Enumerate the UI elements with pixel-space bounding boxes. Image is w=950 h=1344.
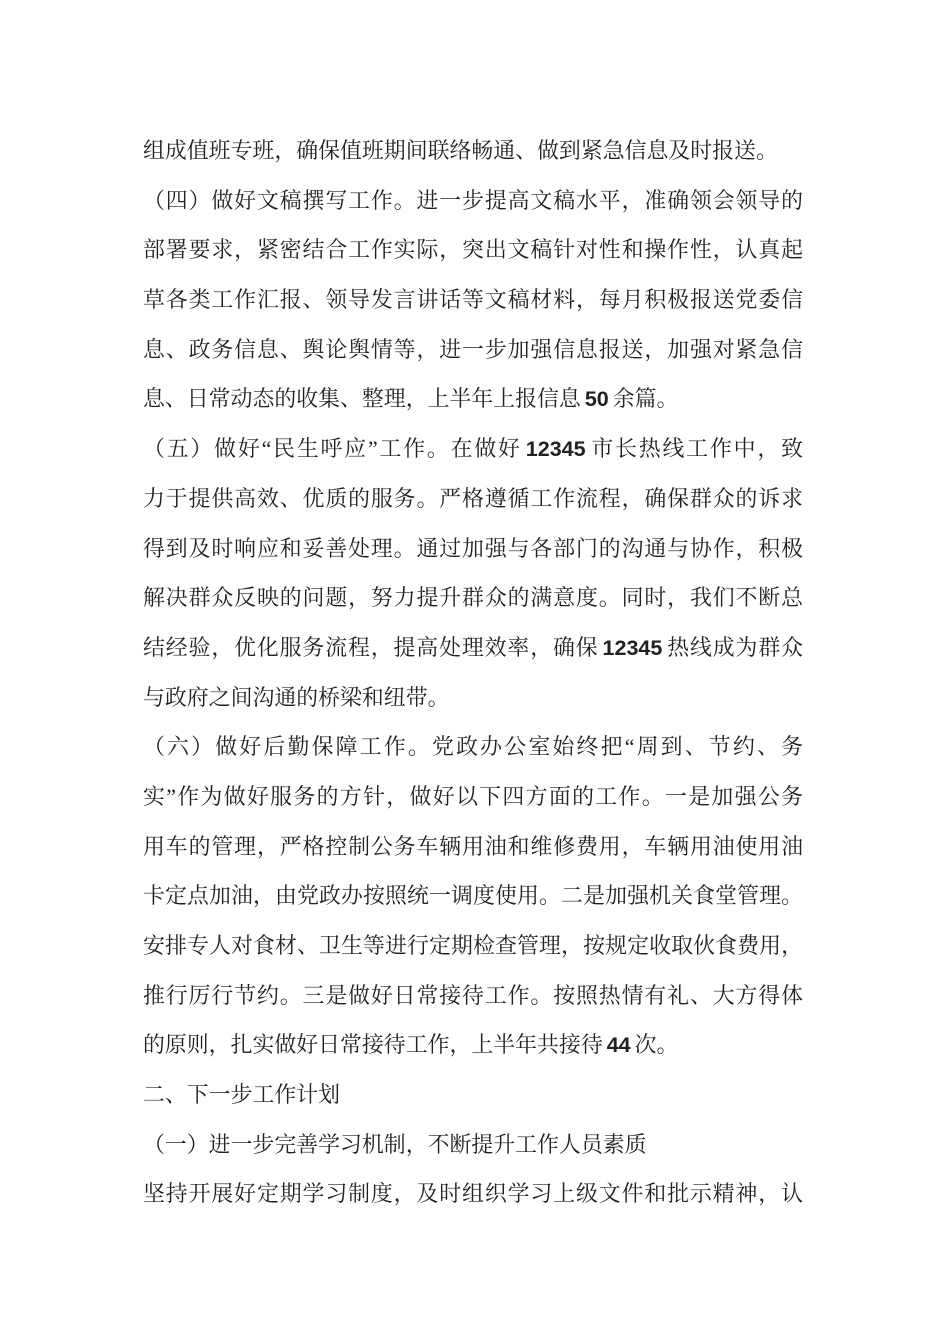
text-run: 热线成为群众 bbox=[666, 634, 803, 660]
text-line bbox=[143, 871, 803, 921]
text-run: 安排专人对食材、卫生等进行定期检查管理，按规定收取伙食费用， bbox=[143, 933, 803, 958]
text-line bbox=[143, 126, 803, 176]
text-line bbox=[143, 325, 803, 375]
numeral: 12345 bbox=[525, 437, 586, 462]
text-line bbox=[143, 374, 803, 424]
text-line bbox=[143, 474, 803, 524]
text-line bbox=[143, 623, 803, 673]
text-line bbox=[143, 921, 803, 971]
text-run: 部署要求，紧密结合工作实际，突出文稿针对性和操作性，认真起 bbox=[143, 237, 803, 263]
text-run: 与政府之间沟通的桥梁和纽带。 bbox=[143, 684, 450, 710]
document-body bbox=[143, 126, 803, 1219]
text-run: 组成值班专班，确保值班期间联络畅通、做到紧急信息及时报送。 bbox=[143, 138, 778, 163]
text-line bbox=[143, 524, 803, 574]
text-run: 力于提供高效、优质的服务。严格遵循工作流程，确保群众的诉求 bbox=[143, 485, 803, 511]
text-run: （四）做好文稿撰写工作。进一步提高文稿水平，准确领会领导的 bbox=[143, 187, 803, 213]
text-line bbox=[143, 275, 803, 325]
text-run: 次。 bbox=[634, 1032, 679, 1058]
text-line bbox=[143, 1020, 803, 1070]
text-run: 草各类工作汇报、领导发言讲话等文稿材料，每月积极报送党委信 bbox=[143, 287, 803, 313]
text-run: 息、政务信息、舆论舆情等，进一步加强信息报送，加强对紧急信 bbox=[143, 336, 803, 362]
text-line bbox=[143, 424, 803, 474]
text-line bbox=[143, 176, 803, 226]
text-run: 息、日常动态的收集、整理，上半年上报信息 bbox=[143, 386, 581, 412]
text-run: 余篇。 bbox=[612, 386, 679, 412]
text-line bbox=[143, 673, 803, 723]
numeral: 50 bbox=[584, 387, 609, 412]
text-run: 推行厉行节约。三是做好日常接待工作。按照热情有礼、大方得体 bbox=[143, 982, 803, 1008]
text-line bbox=[143, 573, 803, 623]
text-line bbox=[143, 225, 803, 275]
text-line bbox=[143, 1120, 803, 1170]
text-line bbox=[143, 772, 803, 822]
text-run: 的原则，扎实做好日常接待工作，上半年共接待 bbox=[143, 1032, 603, 1058]
text-run: 市长热线工作中，致 bbox=[589, 436, 803, 462]
text-line bbox=[143, 1169, 803, 1219]
text-run: （一）进一步完善学习机制，不断提升工作人员素质 bbox=[143, 1131, 647, 1157]
text-run: （五）做好“民生呼应”工作。在做好 bbox=[143, 436, 522, 462]
text-run: （六）做好后勤保障工作。党政办公室始终把“周到、节约、务 bbox=[143, 734, 803, 760]
text-line bbox=[143, 1070, 803, 1120]
text-run: 卡定点加油，由党政办按照统一调度使用。二是加强机关食堂管理。 bbox=[143, 883, 803, 909]
numeral: 44 bbox=[606, 1033, 631, 1058]
text-run: 结经验，优化服务流程，提高处理效率，确保 bbox=[143, 634, 599, 660]
text-run: 用车的管理，严格控制公务车辆用油和维修费用，车辆用油使用油 bbox=[143, 833, 803, 859]
text-line bbox=[143, 822, 803, 872]
text-run: 实”作为做好服务的方针，做好以下四方面的工作。一是加强公务 bbox=[143, 783, 803, 809]
text-run: 二、下一步工作计划 bbox=[143, 1082, 341, 1108]
text-line bbox=[143, 722, 803, 772]
numeral: 12345 bbox=[602, 635, 663, 660]
text-line bbox=[143, 971, 803, 1021]
text-run: 坚持开展好定期学习制度，及时组织学习上级文件和批示精神，认 bbox=[143, 1181, 803, 1207]
text-run: 解决群众反映的问题，努力提升群众的满意度。同时，我们不断总 bbox=[143, 585, 803, 611]
text-run: 得到及时响应和妥善处理。通过加强与各部门的沟通与协作，积极 bbox=[143, 535, 803, 561]
